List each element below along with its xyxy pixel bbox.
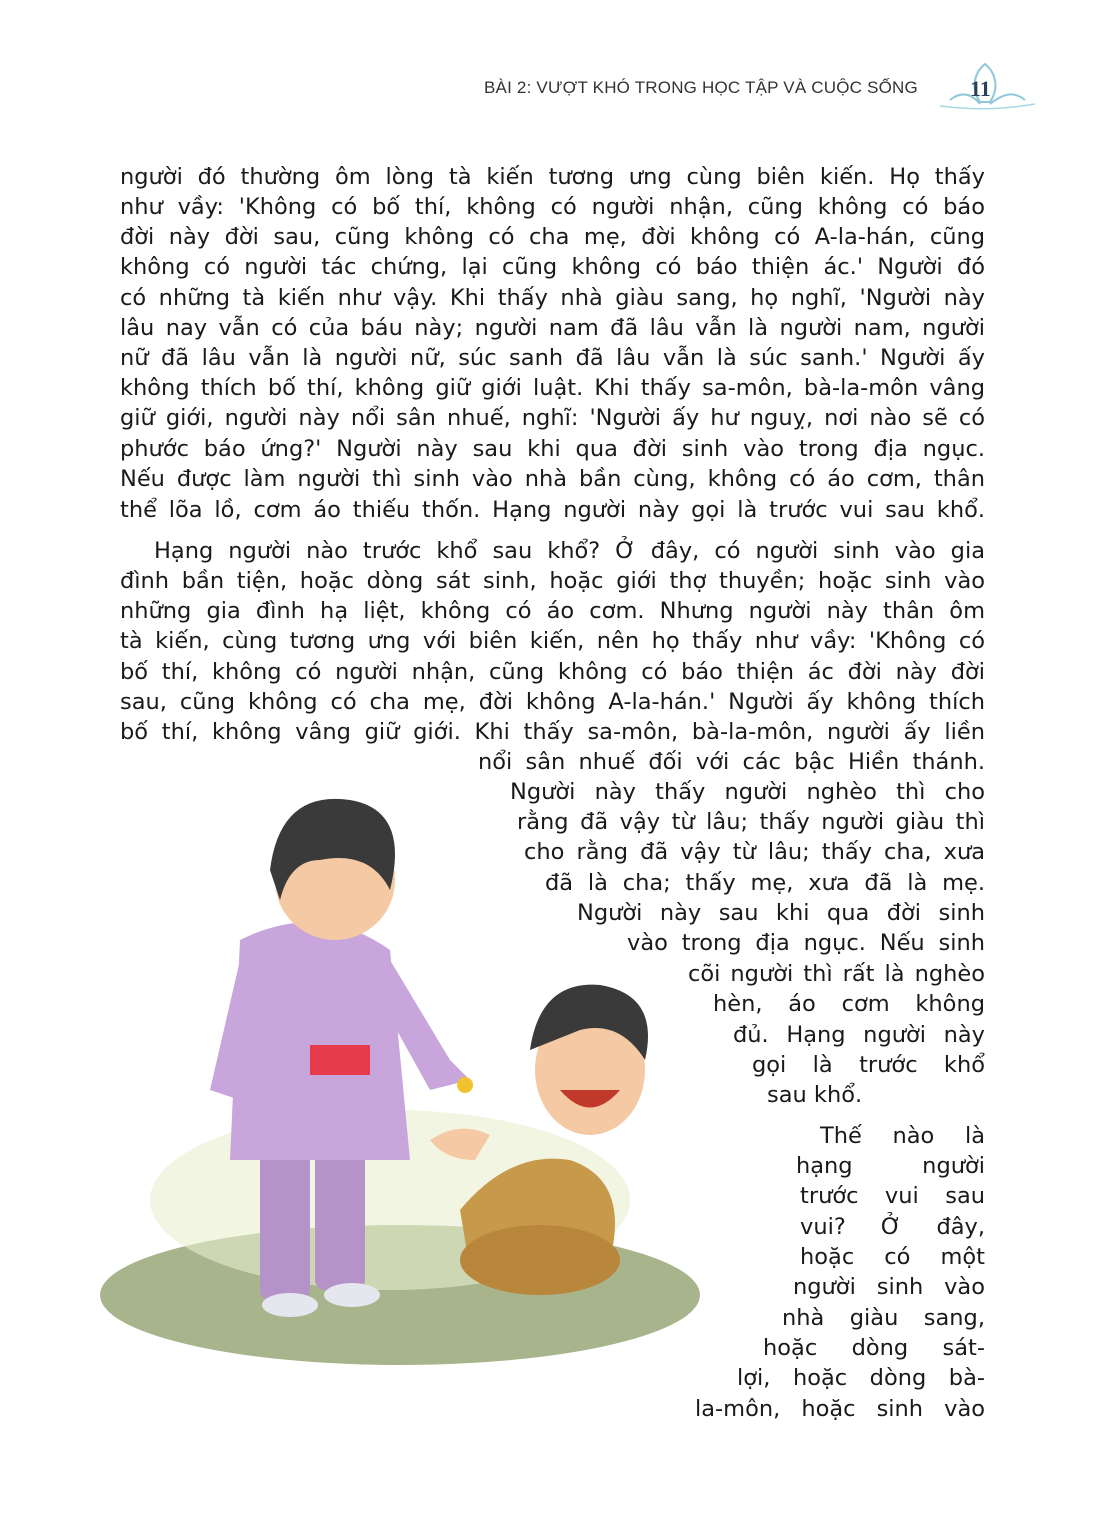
text-line: tà kiến, cùng tương ưng với biên kiến, nên họ thấy như vầy: 'Không có xyxy=(120,628,985,654)
text-line: vào trong địa ngục. Nếu sinh xyxy=(627,930,985,956)
text-line: hoặc dòng sát- xyxy=(763,1335,985,1361)
text-line: đình bần tiện, hoặc dòng sát sinh, hoặc giới thợ thuyền; hoặc sinh vào xyxy=(120,568,985,594)
text-line: lợi, hoặc dòng bà- xyxy=(737,1365,985,1391)
text-line: Hạng người nào trước khổ sau khổ? Ở đây, có người sinh vào gia xyxy=(154,538,985,564)
text-line: bố thí, không có người nhận, cũng không có báo thiện ác đời này đời xyxy=(120,659,985,685)
text-line: trước vui sau xyxy=(800,1183,985,1209)
page-number: 11 xyxy=(970,76,991,101)
text-line: người sinh vào xyxy=(793,1274,985,1300)
text-line: đời này đời sau, cũng không có cha mẹ, đời không có A-la-hán, cũng xyxy=(120,224,985,250)
text-line: nổi sân nhuế đối với các bậc Hiền thánh. xyxy=(478,749,985,775)
text-line: sau khổ. xyxy=(767,1082,863,1108)
text-line: hoặc có một xyxy=(800,1244,985,1270)
text-line: rằng đã vậy từ lâu; thấy người giàu thì xyxy=(517,809,985,835)
text-line: nhà giàu sang, xyxy=(782,1305,985,1331)
text-line: thể lõa lồ, cơm áo thiếu thốn. Hạng người này gọi là trước vui sau khổ. xyxy=(120,497,985,523)
text-line: không có người tác chứng, lại cũng không có báo thiện ác.' Người đó xyxy=(120,254,985,280)
text-line: lâu nay vẫn có của báu này; người nam đã lâu vẫn là người nam, người xyxy=(120,315,985,341)
text-line: Thế nào là xyxy=(820,1123,985,1149)
text-line: những gia đình hạ liệt, không có áo cơm. Nhưng người này thân ôm xyxy=(120,598,985,624)
text-line: phước báo ứng?' Người này sau khi qua đời sinh vào trong địa ngục. xyxy=(120,436,985,462)
text-line: đã là cha; thấy mẹ, xưa đã là mẹ. xyxy=(545,870,985,896)
text-line: có những tà kiến như vậy. Khi thấy nhà giàu sang, họ nghĩ, 'Người này xyxy=(120,285,985,311)
text-line: Người này thấy người nghèo thì cho xyxy=(510,779,985,805)
text-line: không thích bố thí, không giữ giới luật. Khi thấy sa-môn, bà-la-môn vâng xyxy=(120,375,985,401)
text-line: đủ. Hạng người này xyxy=(733,1022,985,1048)
text-line: cho rằng đã vậy từ lâu; thấy cha, xưa xyxy=(524,839,985,865)
text-line: bố thí, không vâng giữ giới. Khi thấy sa-môn, bà-la-môn, người ấy liền xyxy=(120,719,985,745)
text-line: Nếu được làm người thì sinh vào nhà bần cùng, không có áo cơm, thân xyxy=(120,466,985,492)
text-line: như vầy: 'Không có bố thí, không có người nhận, cũng không có báo xyxy=(120,194,985,220)
text-line: giữ giới, người này nổi sân nhuế, nghĩ: 'Người ấy hư nguỵ, nơi nào sẽ có xyxy=(120,405,985,431)
text-line: cõi người thì rất là nghèo xyxy=(688,961,985,987)
text-line: vui? Ở đây, xyxy=(800,1214,985,1240)
text-line: Người này sau khi qua đời sinh xyxy=(577,900,985,926)
text-line: gọi là trước khổ xyxy=(752,1052,985,1078)
chapter-header: BÀI 2: VƯỢT KHÓ TRONG HỌC TẬP VÀ CUỘC SỐNG xyxy=(484,78,918,97)
text-line: sau, cũng không có cha mẹ, đời không A-la-hán.' Người ấy không thích xyxy=(120,689,985,715)
text-line: người đó thường ôm lòng tà kiến tương ưng cùng biên kiến. Họ thấy xyxy=(120,164,985,190)
text-line: hạng người xyxy=(796,1153,985,1179)
text-line: hèn, áo cơm không xyxy=(713,991,985,1017)
text-line: nữ đã lâu vẫn là người nữ, súc sanh đã lâu vẫn là súc sanh.' Người ấy xyxy=(120,345,985,371)
text-line: la-môn, hoặc sinh vào xyxy=(695,1396,985,1422)
